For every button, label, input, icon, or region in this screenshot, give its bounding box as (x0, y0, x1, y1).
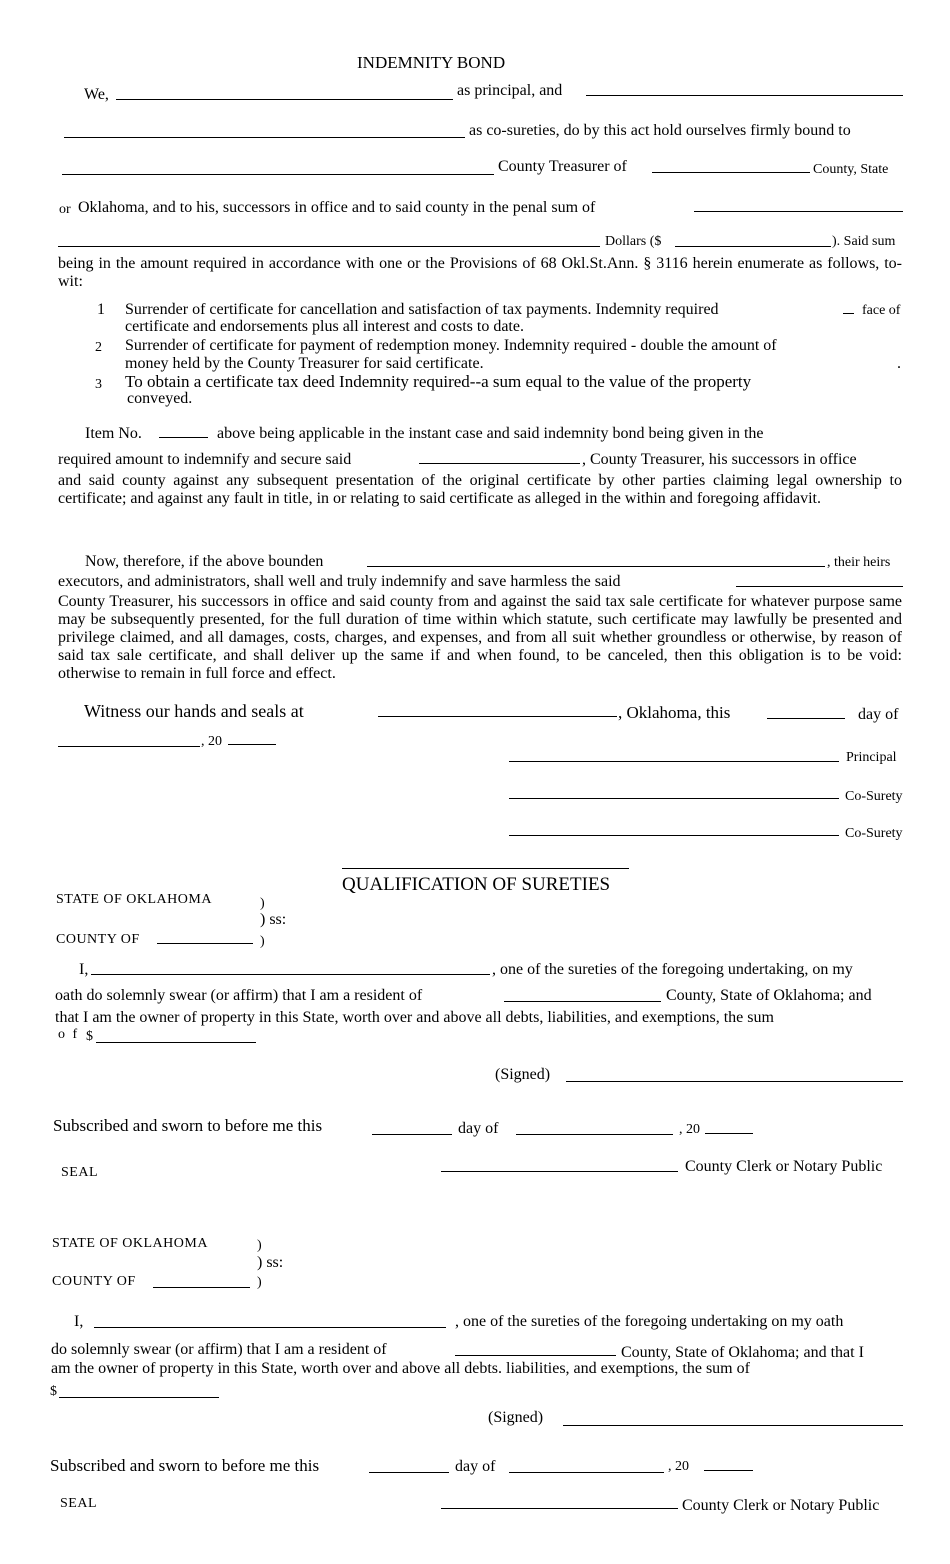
oath-1-sum-field[interactable] (96, 1042, 256, 1043)
oath-1-owner-text: that I am the owner of property in this State, worth over and above all debts, liabilities, and exemptions, the sum (55, 1009, 774, 1026)
oath-2-name-field[interactable] (94, 1327, 446, 1328)
subscribed-2-month-field[interactable] (509, 1472, 664, 1473)
venue-1-county-label: COUNTY OF (56, 932, 140, 947)
secure-said-field[interactable] (419, 463, 580, 464)
cosurety-name-field-1[interactable] (586, 95, 903, 96)
venue-1-paren-bottom: ) (260, 934, 265, 949)
venue-1-state: STATE OF OKLAHOMA (56, 892, 212, 907)
subscribed-1-month-field[interactable] (516, 1134, 673, 1135)
item-no-label: Item No. (85, 425, 142, 442)
oath-1-of: o f (58, 1027, 80, 1042)
witness-month-field[interactable] (58, 746, 200, 747)
provisions-paragraph: being in the amount required in accordance with one or the Provisions of 68 Okl.St.Ann. § 3116 herein enumerate as follows, to-wit: (58, 255, 902, 290)
witness-year-field[interactable] (228, 744, 276, 745)
oath-2-resident-county-field[interactable] (455, 1355, 616, 1356)
obligation-paragraph: County Treasurer, his successors in office and said county from and against the said tax sale certificate for whatever purpose same may be subsequently presented, for the full duration of time within which statute, such certificate may lawfully be presented and privilege claimed, and all damages, costs, charges, and expenses, and from all suit whether groundless or otherwise, by reason of said tax sale certificate, and shall deliver up the same if and when found, to be canceled, then this obligation is to be void: otherwise to remain in full force and effect. (58, 593, 902, 682)
clerk-1-label: County Clerk or Notary Public (685, 1158, 883, 1175)
venue-2-state: STATE OF OKLAHOMA (52, 1236, 208, 1251)
witness-place-field[interactable] (378, 716, 617, 717)
qualification-rule (342, 868, 629, 869)
venue-2-paren-top: ) (257, 1238, 262, 1253)
venue-1-paren-top: ) (260, 896, 265, 911)
subscribed-2-text: Subscribed and sworn to before me this (50, 1456, 320, 1475)
day-of-label: day of (858, 706, 899, 723)
oath-1-i: I, (79, 961, 89, 978)
seal-1: SEAL (61, 1165, 98, 1180)
subscribed-1-day-of: day of (458, 1120, 499, 1137)
cosurety-1-label: Co-Surety (845, 789, 903, 804)
oath-2-county-state: County, State of Oklahoma; and that I (621, 1344, 864, 1361)
subscribed-2-year-field[interactable] (704, 1470, 753, 1471)
signed-1-line[interactable] (566, 1081, 903, 1082)
bounden-name-field[interactable] (367, 566, 825, 567)
item-3-line2: conveyed. (127, 390, 193, 407)
item-no-field[interactable] (159, 437, 208, 438)
subscribed-1-day-field[interactable] (372, 1134, 452, 1135)
item-3-line1: To obtain a certificate tax deed Indemnity required--a sum equal to the value of the property (125, 372, 752, 391)
item-1-number: 1 (97, 301, 105, 318)
subscribed-2-day-field[interactable] (369, 1472, 449, 1473)
item-1-line2: certificate and endorsements plus all interest and costs to date. (125, 318, 524, 335)
county-treasurer-of-label: County Treasurer of (498, 158, 627, 175)
oath-1-name-field[interactable] (91, 974, 490, 975)
venue-1-ss: ) ss: (260, 911, 287, 928)
subscribed-2-day-of: day of (455, 1458, 496, 1475)
their-heirs-label: , their heirs (827, 555, 891, 570)
signed-1-label: (Signed) (495, 1066, 551, 1083)
subscribed-1-text: Subscribed and sworn to before me this (53, 1116, 323, 1135)
item-no-text: above being applicable in the instant case and said indemnity bond being given in the (217, 425, 764, 442)
said-sum-label: ). Said sum (832, 234, 896, 249)
oath-2-dollar: $ (50, 1384, 57, 1399)
oath-1-one-of: , one of the sureties of the foregoing undertaking, on my (492, 961, 853, 978)
oath-1-county-state: County, State of Oklahoma; and (666, 987, 872, 1004)
cosurety-2-label: Co-Surety (845, 826, 903, 841)
or-label: or (59, 202, 71, 217)
item-1-blank (843, 313, 854, 314)
executors-text: executors, and administrators, shall well and truly indemnify and save harmless the said (58, 573, 621, 590)
penal-sum-field[interactable] (694, 211, 903, 212)
venue-2-county-label: COUNTY OF (52, 1274, 136, 1289)
item-1-line1: Surrender of certificate for cancellation and satisfaction of tax payments. Indemnity required (125, 301, 719, 318)
witness-label: Witness our hands and seals at (84, 701, 304, 721)
form-title: INDEMNITY BOND (357, 53, 506, 72)
venue-1-county-field[interactable] (157, 943, 253, 944)
harmless-said-field[interactable] (736, 586, 903, 587)
oath-1-resident-county-field[interactable] (504, 1001, 661, 1002)
item-no-paragraph: and said county against any subsequent presentation of the original certificate by other parties claiming legal ownership to certificate; and against any fault in title, in or relating to said certificate as alleged in the within and foregoing affidavit. (58, 472, 902, 507)
we-label: We, (84, 86, 109, 103)
oath-2-sum-field[interactable] (59, 1397, 219, 1398)
treasurer-name-field[interactable] (62, 174, 494, 175)
oath-2-one-of: , one of the sureties of the foregoing undertaking on my oath (455, 1313, 844, 1330)
venue-2-ss: ) ss: (257, 1254, 284, 1271)
oath-2-owner-text: am the owner of property in this State, worth over and above all debts. liabilities, and exemptions, the sum of (51, 1360, 750, 1377)
dollars-amount-field[interactable] (675, 246, 831, 247)
subscribed-2-year-label: , 20 (668, 1459, 689, 1474)
subscribed-1-year-label: , 20 (679, 1122, 700, 1137)
qualification-title: QUALIFICATION OF SURETIES (342, 874, 611, 895)
cosurety-2-signature-line[interactable] (509, 835, 839, 836)
clerk-2-signature-line[interactable] (441, 1508, 678, 1509)
treasurer-successors-text: , County Treasurer, his successors in office (582, 451, 857, 468)
cosurety-1-signature-line[interactable] (509, 798, 839, 799)
signed-2-line[interactable] (563, 1425, 903, 1426)
cosurety-name-field-2[interactable] (64, 137, 465, 138)
treasurer-county-field[interactable] (652, 172, 810, 173)
item-2-number: 2 (95, 340, 102, 355)
as-cosureties-label: as co-sureties, do by this act hold ourselves firmly bound to (469, 122, 851, 139)
principal-signature-line[interactable] (509, 761, 839, 762)
oath-2-i: I, (74, 1313, 84, 1330)
item-2-line1: Surrender of certificate for payment of redemption money. Indemnity required - double the amount of (125, 337, 777, 354)
dollars-words-field[interactable] (58, 246, 600, 247)
oath-2-resident-text: do solemnly swear (or affirm) that I am a resident of (51, 1341, 387, 1358)
penal-sum-text: Oklahoma, and to his, successors in office and to said county in the penal sum of (78, 199, 596, 216)
clerk-1-signature-line[interactable] (441, 1171, 678, 1172)
signed-2-label: (Signed) (488, 1409, 544, 1426)
item-3-number: 3 (95, 377, 102, 392)
dollars-label: Dollars ($ (605, 234, 662, 249)
venue-2-paren-bottom: ) (257, 1275, 262, 1290)
seal-2: SEAL (60, 1496, 97, 1511)
venue-2-county-field[interactable] (153, 1287, 250, 1288)
item-2-line2: money held by the County Treasurer for said certificate. (125, 355, 484, 372)
oath-1-resident-text: oath do solemnly swear (or affirm) that I am a resident of (55, 987, 423, 1004)
oath-1-dollar: $ (86, 1029, 93, 1044)
witness-day-field[interactable] (767, 718, 845, 719)
item-2-tail: . (897, 355, 901, 372)
principal-label: Principal (846, 750, 897, 765)
as-principal-label: as principal, and (457, 82, 563, 99)
clerk-2-label: County Clerk or Notary Public (682, 1497, 880, 1514)
oklahoma-this-label: , Oklahoma, this (618, 703, 731, 722)
now-therefore-label: Now, therefore, if the above bounden (85, 553, 324, 570)
year-prefix-label: , 20 (201, 734, 222, 749)
item-1-tail: face of (862, 303, 901, 318)
county-state-label: County, State (813, 162, 889, 177)
subscribed-1-year-field[interactable] (705, 1133, 753, 1134)
secure-said-label: required amount to indemnify and secure said (58, 451, 352, 468)
principal-name-field[interactable] (116, 99, 453, 100)
